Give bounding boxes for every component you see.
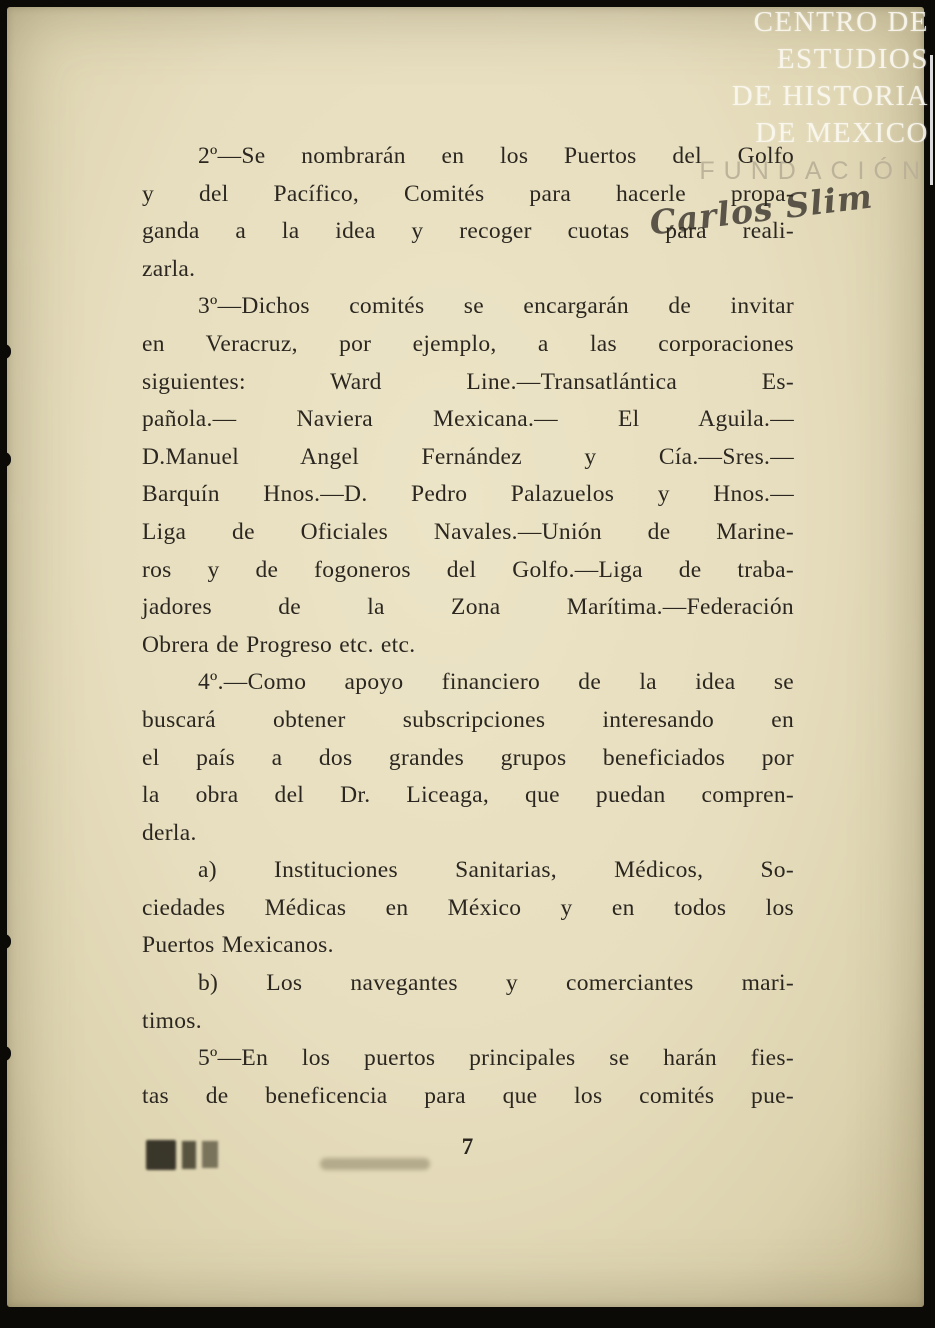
text-line: ganda a la idea y recoger cuotas para reali- <box>142 218 794 245</box>
text-line: el país a dos grandes grupos beneficiados por <box>142 744 794 771</box>
scan-edge-artifact <box>930 55 933 185</box>
page-number: 7 <box>461 1134 475 1159</box>
watermark-line: DE HISTORIA <box>731 80 929 112</box>
text-line: Puertos Mexicanos. <box>142 932 334 959</box>
text-line: tas de beneficencia para que los comités pue- <box>142 1082 794 1109</box>
text-line: Obrera de Progreso etc. etc. <box>142 631 416 658</box>
text-line: en Veracruz, por ejemplo, a las corporaciones <box>142 330 794 357</box>
text-line: a) Instituciones Sanitarias, Médicos, So- <box>198 857 794 884</box>
text-line: jadores de la Zona Marítima.—Federación <box>142 594 794 621</box>
text-line: ros y de fogoneros del Golfo.—Liga de traba- <box>142 556 794 583</box>
text-line: la obra del Dr. Liceaga, que puedan compren- <box>142 782 794 809</box>
text-line: y del Pacífico, Comités para hacerle propa- <box>142 180 794 207</box>
text-line: derla. <box>142 819 197 846</box>
text-line: D.Manuel Angel Fernández y Cía.—Sres.— <box>142 443 794 470</box>
page-text <box>142 138 794 1115</box>
watermark-line: DE MEXICO <box>755 117 929 149</box>
text-line: buscará obtener subscripciones interesando en <box>142 706 794 733</box>
foundation-watermark: FUNDACIÓN <box>699 157 929 185</box>
text-line: 4º.—Como apoyo financiero de la idea se <box>198 669 794 696</box>
text-line: siguientes: Ward Line.—Transatlántica Es- <box>142 368 794 395</box>
watermark-line: ESTUDIOS <box>776 43 929 75</box>
text-line: ciedades Médicas en México y en todos los <box>142 894 794 921</box>
text-line: pañola.— Naviera Mexicana.— El Aguila.— <box>142 406 794 433</box>
text-line: zarla. <box>142 255 196 282</box>
text-line: 2º—Se nombrarán en los Puertos del Golfo <box>198 143 794 169</box>
text-line: 5º—En los puertos principales se harán fies- <box>198 1045 794 1072</box>
text-line: Liga de Oficiales Navales.—Unión de Marine- <box>142 518 794 545</box>
text-line: timos. <box>142 1007 202 1034</box>
text-line: 3º—Dichos comités se encargarán de invitar <box>198 293 794 320</box>
text-line: Barquín Hnos.—D. Pedro Palazuelos y Hnos.— <box>142 481 794 508</box>
watermark-line: CENTRO DE <box>753 6 929 38</box>
handwritten-signature: Carlos Slim <box>646 176 875 243</box>
text-line: b) Los navegantes y comerciantes mari- <box>198 970 794 997</box>
